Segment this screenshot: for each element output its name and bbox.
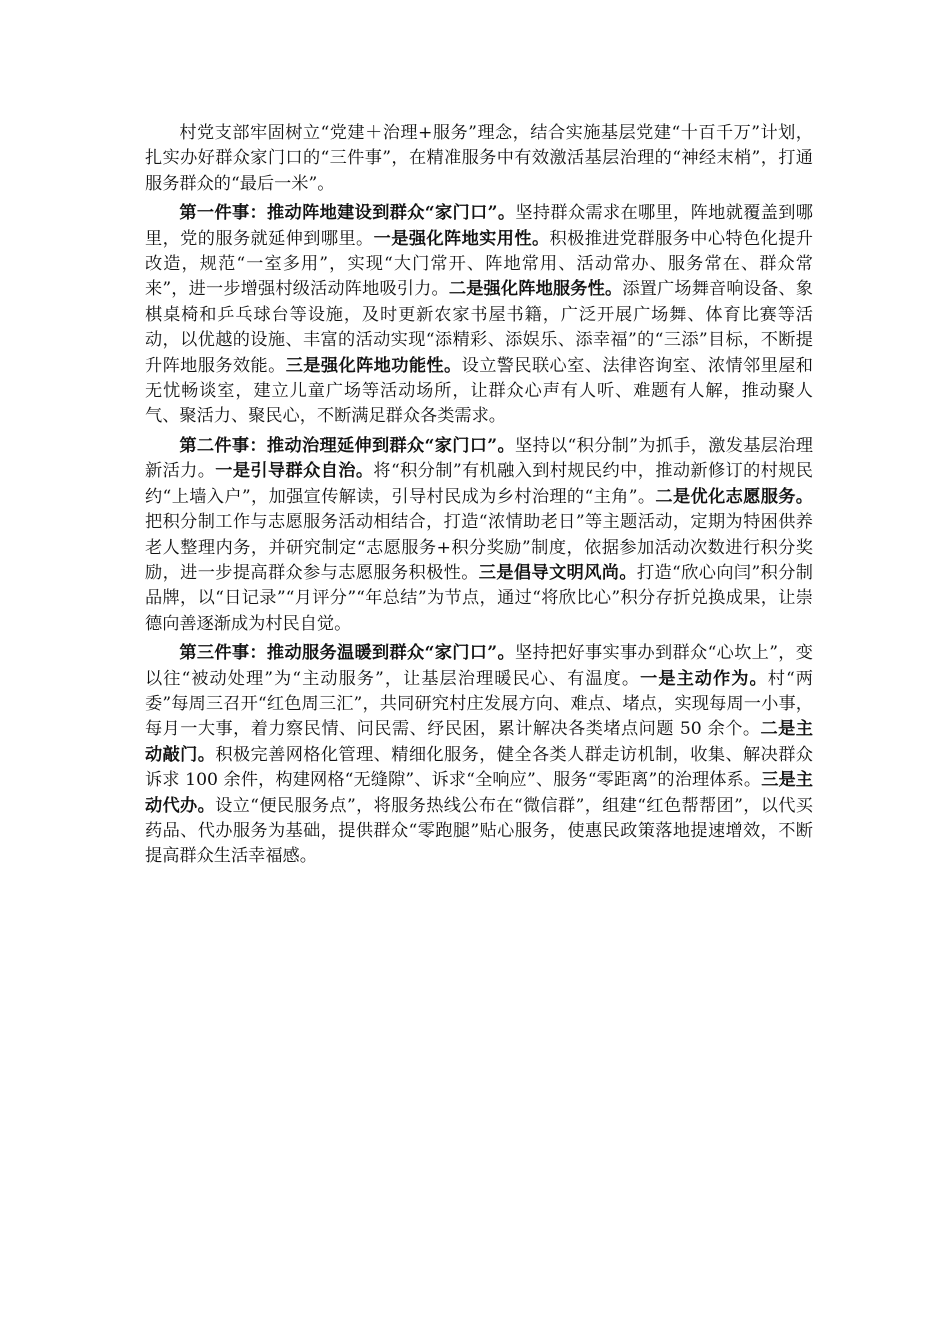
text-run: 坚持群众需求在哪里，阵地就覆盖到哪里，党的服务就延伸到哪里。 (145, 203, 813, 249)
text-run: 坚持把好事实事办到群众“心坎上”，变以往“被动处理”为“主动服务”，让基层治理暖民心、有温度。 (145, 643, 813, 689)
bold-heading-run: 二是强化阵地服务性。 (448, 279, 623, 300)
text-run: 积极推进党群服务中心特色化提升改造，规范“一室多用”，实现“大门常开、阵地常用、活动常办、服务常在、群众常来”，进一步增强村级活动阵地吸引力。 (145, 228, 813, 300)
bold-heading-run: 第三件事：推动服务温暖到群众“家门口”。 (179, 643, 515, 664)
text-run: 设立警民联心室、法律咨询室、浓情邻里屋和无忧畅谈室，建立儿童广场等活动场所，让群众心声有人听、难题有人解，推动聚人气、聚活力、聚民心，不断满足群众各类需求。 (145, 355, 813, 427)
paragraph (145, 641, 813, 870)
bold-heading-run: 一是引导群众自治。 (215, 461, 374, 482)
bold-heading-run: 一是主动作为。 (640, 668, 768, 689)
text-run: 打造“欣心向闫”积分制品牌，以“日记录”“月评分”“年总结”为节点，通过“将欣比心”积分存折兑换成果，让崇德向善逐渐成为村民自觉。 (145, 562, 813, 634)
text-run: 把积分制工作与志愿服务活动相结合，打造“浓情助老日”等主题活动，定期为特困供养老人整理内务，并研究制定“志愿服务+积分奖励”制度，依据参加活动次数进行积分奖励，进一步提高群众参与志愿服务积极性。 (145, 512, 813, 583)
bold-heading-run: 一是强化阵地实用性。 (373, 228, 550, 249)
bold-heading-run: 三是倡导文明风尚。 (478, 562, 637, 583)
bold-heading-run: 二是主动敲门。 (145, 719, 813, 765)
bold-heading-run: 三是主动代办。 (145, 770, 813, 816)
paragraph (145, 201, 813, 430)
text-run: 添置广场舞音响设备、象棋桌椅和乒乓球台等设施，及时更新农家书屋书籍，广泛开展广场舞、体育比赛等活动，以优越的设施、丰富的活动实现“添精彩、添娱乐、添幸福”的“三添”目标，不断提升阵地服务效能。 (145, 279, 813, 376)
text-run: 设立“便民服务点”，将服务热线公布在“微信群”，组建“红色帮帮团”，以代买药品、代办服务为基础，提供群众“零跑腿”贴心服务，使惠民政策落地提速增效，不断提高群众生活幸福感。 (145, 795, 813, 867)
text-run: 积极完善网格化管理、精细化服务，健全各类人群走访机制，收集、解决群众诉求 100 余件，构建网格“无缝隙”、诉求“全响应”、服务“零距离”的治理体系。 (145, 744, 813, 791)
text-run: 坚持以“积分制”为抓手，激发基层治理新活力。 (145, 435, 813, 482)
text-run: 村党支部牢固树立“党建＋治理+服务”理念，结合实施基层党建“十百千万”计划，扎实办好群众家门口的“三件事”，在精准服务中有效激活基层治理的“神经末梢”，打通服务群众的“最后一米”。 (145, 123, 813, 194)
bold-heading-run: 第二件事：推动治理延伸到群众“家门口”。 (179, 435, 515, 456)
paragraph (145, 121, 813, 197)
text-run: 将“积分制”有机融入到村规民约中，推动新修订的村规民约“上墙入户”，加强宣传解读，引导村民成为乡村治理的“主角”。 (145, 461, 813, 507)
paragraph (145, 434, 813, 637)
bold-heading-run: 三是强化阵地功能性。 (285, 355, 462, 376)
text-run: 村“两委”每周三召开“红色周三汇”，共同研究村庄发展方向、难点、堵点，实现每周一小事，每月一大事，着力察民情、问民需、纾民困，累计解决各类堵点问题 50 余个。 (145, 668, 813, 740)
document-body (145, 121, 813, 874)
bold-heading-run: 第一件事：推动阵地建设到群众“家门口”。 (179, 203, 516, 224)
bold-heading-run: 二是优化志愿服务。 (655, 486, 813, 507)
